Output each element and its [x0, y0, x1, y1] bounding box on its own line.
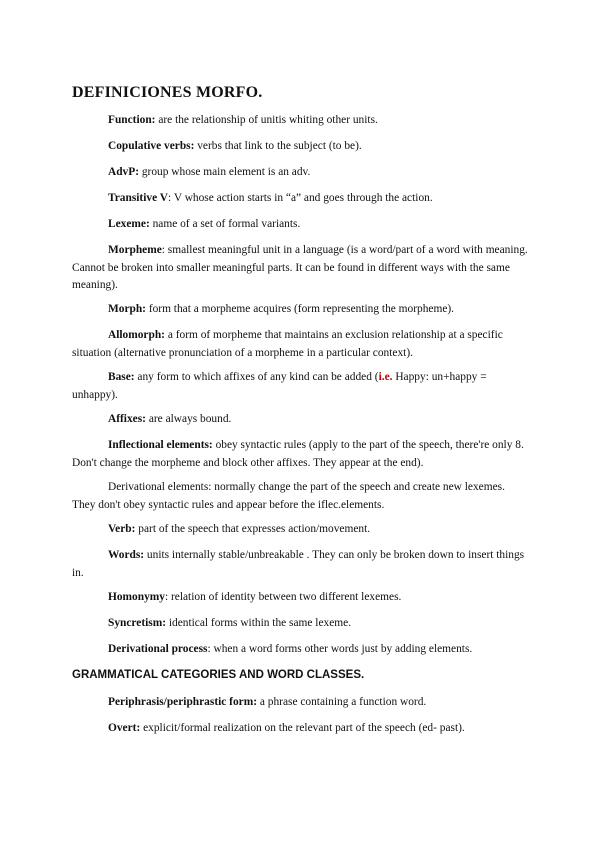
- definition-text: units internally stable/unbreakable . They can only be broken down to insert things in.: [72, 549, 525, 579]
- definition-text-after: Happy: un+happy = unhappy).: [72, 371, 487, 401]
- term: Derivational process: [108, 643, 208, 655]
- term: Copulative verbs:: [108, 140, 195, 152]
- definition-text: name of a set of formal variants.: [149, 218, 301, 230]
- definition-morph: [72, 301, 528, 319]
- definition-text: explicit/formal realization on the relevant part of the speech (ed- past).: [140, 722, 465, 734]
- definition-base: [72, 369, 528, 404]
- term: Overt:: [108, 722, 141, 734]
- definition-morpheme: [72, 242, 528, 295]
- definition-words: [72, 547, 528, 582]
- definition-text: : when a word forms other words just by adding elements.: [207, 643, 473, 655]
- term: Inflectional elements:: [108, 439, 213, 451]
- definition-copulative-verbs: [72, 138, 528, 156]
- definition-syncretism: [72, 615, 528, 633]
- definition-text: : relation of identity between two different lexemes.: [164, 591, 402, 603]
- term: Allomorph:: [108, 329, 165, 341]
- term: Periphrasis/periphrastic form:: [108, 696, 258, 708]
- definition-text: are the relationship of unitis whiting other units.: [155, 114, 378, 126]
- term: Function:: [108, 114, 156, 126]
- term: Lexeme:: [108, 218, 150, 230]
- definition-verb: [72, 521, 528, 539]
- definition-periphrasis: [72, 694, 528, 712]
- definition-function: [72, 112, 528, 130]
- definition-homonymy: [72, 589, 528, 607]
- definition-derivational-elements: [72, 479, 528, 514]
- definition-allomorph: [72, 327, 528, 362]
- definition-text: part of the speech that expresses action/movement.: [135, 523, 371, 535]
- definition-text: a form of morpheme that maintains an exclusion relationship at a specific situation (alternative pronunciation of a morpheme in a particular context).: [72, 329, 503, 359]
- definition-text: Derivational elements: normally change the part of the speech and create new lexemes. They don't obey syntactic rules and appear before the iflec.elements.: [72, 481, 505, 511]
- definition-text: a phrase containing a function word.: [257, 696, 427, 708]
- definition-advp: [72, 164, 528, 182]
- section-heading: GRAMMATICAL CATEGORIES AND WORD CLASSES.: [72, 669, 365, 681]
- definition-text: obey syntactic rules (apply to the part of the speech, there're only 8. Don't change the morpheme and block other affixes. They appear at the end).: [72, 439, 524, 469]
- definition-lexeme: [72, 216, 528, 234]
- definition-text: group whose main element is an adv.: [139, 166, 311, 178]
- term: Transitive V: [108, 192, 169, 204]
- definition-inflectional-elements: [72, 437, 528, 472]
- term: Morpheme: [108, 244, 162, 256]
- term: AdvP:: [108, 166, 140, 178]
- term: Morph:: [108, 303, 146, 315]
- term: Affixes:: [108, 413, 146, 425]
- definition-affixes: [72, 411, 528, 429]
- definition-text: any form to which affixes of any kind can be added (: [134, 371, 379, 383]
- ie-abbreviation: i.e.: [378, 371, 393, 383]
- page-title: DEFINICIONES MORFO.: [72, 84, 263, 101]
- definition-text: identical forms within the same lexeme.: [166, 617, 352, 629]
- definition-text: : V whose action starts in “a” and goes through the action.: [168, 192, 433, 204]
- definition-transitive-v: [72, 190, 528, 208]
- definition-derivational-process: [72, 641, 528, 659]
- term: Homonymy: [108, 591, 165, 603]
- term: Words:: [108, 549, 145, 561]
- term: Base:: [108, 371, 135, 383]
- term: Syncretism:: [108, 617, 166, 629]
- definition-text: : smallest meaningful unit in a language (is a word/part of a word with meaning. Cannot be broken into smaller meaningful parts. It can be found in different ways with the same meaning).: [72, 244, 528, 291]
- definition-overt: [72, 720, 528, 738]
- definition-text: verbs that link to the subject (to be).: [194, 140, 362, 152]
- term: Verb:: [108, 523, 136, 535]
- definition-text: are always bound.: [145, 413, 232, 425]
- definition-text: form that a morpheme acquires (form representing the morpheme).: [145, 303, 455, 315]
